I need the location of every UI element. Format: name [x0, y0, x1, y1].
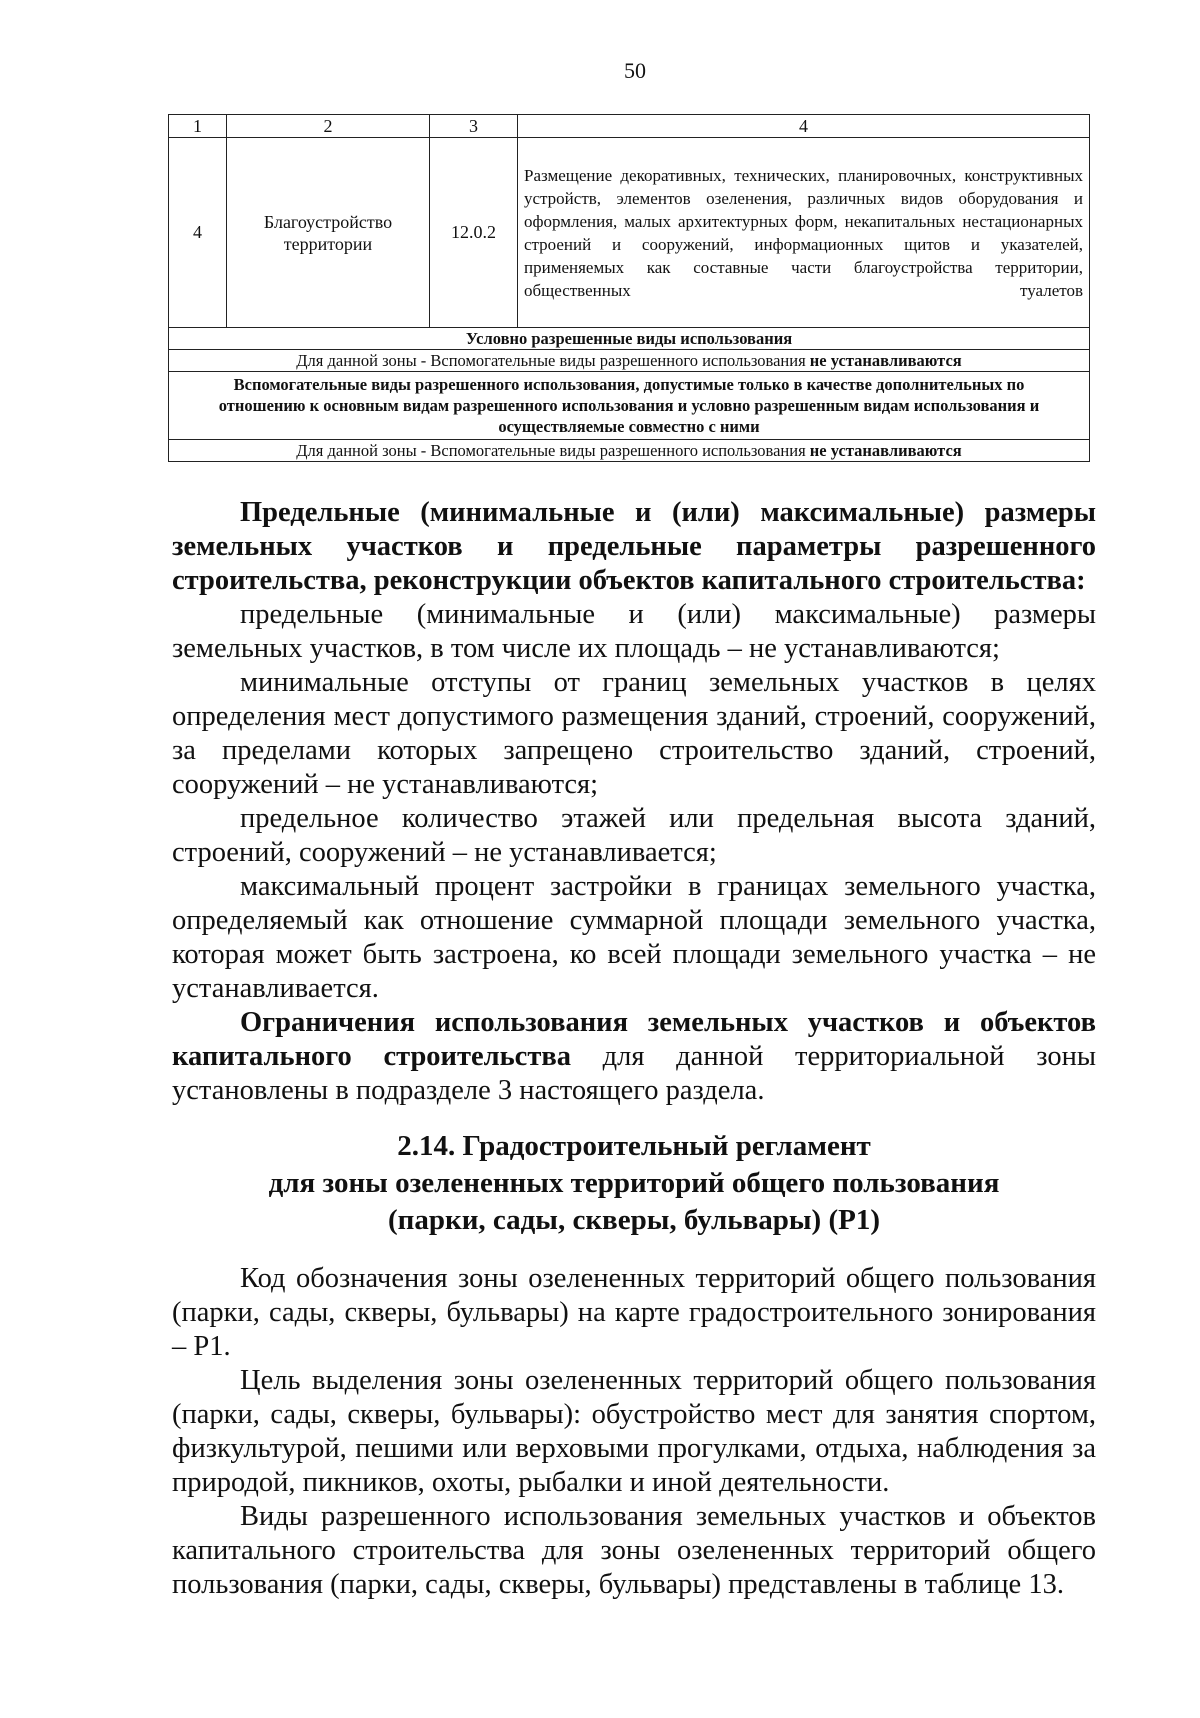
conditional-note-row — [169, 350, 1090, 372]
section-title-line-3: (парки, сады, скверы, бульвары) (Р1) — [388, 1204, 880, 1236]
section-paragraph: Код обозначения зоны озелененных территорий общего пользования (парки, сады, скверы, бульвары) на карте градостроительного зонирования – Р1. — [172, 1263, 1096, 1362]
section-paragraph: Виды разрешенного использования земельных участков и объектов капитального строительства для зоны озелененных территорий общего пользования (парки, сады, скверы, бульвары) представлены в таблице 13. — [172, 1501, 1096, 1600]
page-number: 50 — [624, 58, 646, 83]
row-number: 4 — [169, 138, 227, 328]
conditional-heading: Условно разрешенные виды использования — [169, 328, 1090, 350]
conditional-note — [169, 350, 1090, 372]
row-use-name: Благоустройство территории — [227, 138, 430, 328]
conditional-heading-row — [169, 328, 1090, 350]
conditional-note-bold: не устанавливаются — [809, 351, 962, 370]
conditional-note-prefix: Для данной зоны - Вспомогательные виды разрешенного использования — [296, 351, 810, 370]
auxiliary-note — [169, 440, 1090, 462]
restrictions-rest: для данной территориальной зоны установлены в подразделе 3 настоящего раздела. — [172, 1041, 1096, 1106]
section-title-line-1: 2.14. Градостроительный регламент — [397, 1130, 871, 1162]
limits-item: минимальные отступы от границ земельных участков в целях определения мест допустимого размещения зданий, строений, сооружений, за пределами которых запрещено строительство зданий, строений, сооружений – не устанавливаются; — [172, 667, 1096, 800]
section-title — [172, 1128, 1096, 1239]
limits-heading: Предельные (минимальные и (или) максимальные) размеры земельных участков и предельные параметры разрешенного строительства, реконструкции объектов капитального строительства: — [172, 497, 1096, 596]
auxiliary-heading-row — [169, 372, 1090, 440]
header-col-1: 1 — [169, 115, 227, 138]
auxiliary-heading: Вспомогательные виды разрешенного использования, допустимые только в качестве дополнительных по отношению к основным видам разрешенного использования и условно разрешенным видам использования и осуществляемые совместно с ними — [169, 372, 1090, 440]
limits-item: предельные (минимальные и (или) максимальные) размеры земельных участков, в том числе их площадь – не устанавливаются; — [172, 599, 1096, 664]
regulation-table — [168, 114, 1090, 462]
table-header-row — [169, 115, 1090, 138]
auxiliary-note-prefix: Для данной зоны - Вспомогательные виды разрешенного использования — [296, 441, 810, 460]
header-col-2: 2 — [227, 115, 430, 138]
auxiliary-note-row — [169, 440, 1090, 462]
table-row — [169, 138, 1090, 328]
limits-item: предельное количество этажей или предельная высота зданий, строений, сооружений – не устанавливается; — [172, 803, 1096, 868]
header-col-4: 4 — [518, 115, 1090, 138]
row-use-code: 12.0.2 — [430, 138, 518, 328]
limits-block — [172, 496, 1096, 1108]
restrictions-paragraph — [172, 1006, 1096, 1108]
row-description: Размещение декоративных, технических, планировочных, конструктивных устройств, элементов озеленения, различных видов оборудования и оформления, малых архитектурных форм, некапитальных нестационарных строений и сооружений, информационных щитов и указателей, применяемых как составные части благоустройства территории, общественных туалетов — [518, 138, 1090, 328]
section-title-line-2: для зоны озелененных территорий общего пользования — [268, 1167, 1000, 1199]
restrictions-bold: Ограничения использования земельных участков и объектов капитального строительства — [172, 1007, 1096, 1072]
limits-item: максимальный процент застройки в границах земельного участка, определяемый как отношение суммарной площади земельного участка, которая может быть застроена, ко всей площади земельного участка – не устанавливается. — [172, 871, 1096, 1004]
section-body — [172, 1262, 1096, 1602]
header-col-3: 3 — [430, 115, 518, 138]
auxiliary-note-bold: не устанавливаются — [809, 441, 962, 460]
section-paragraph: Цель выделения зоны озелененных территорий общего пользования (парки, сады, скверы, бульвары): обустройство мест для занятия спортом, физкультурой, пешими или верховыми прогулками, отдыха, наблюдения за природой, пикников, охоты, рыбалки и иной деятельности. — [172, 1365, 1096, 1498]
